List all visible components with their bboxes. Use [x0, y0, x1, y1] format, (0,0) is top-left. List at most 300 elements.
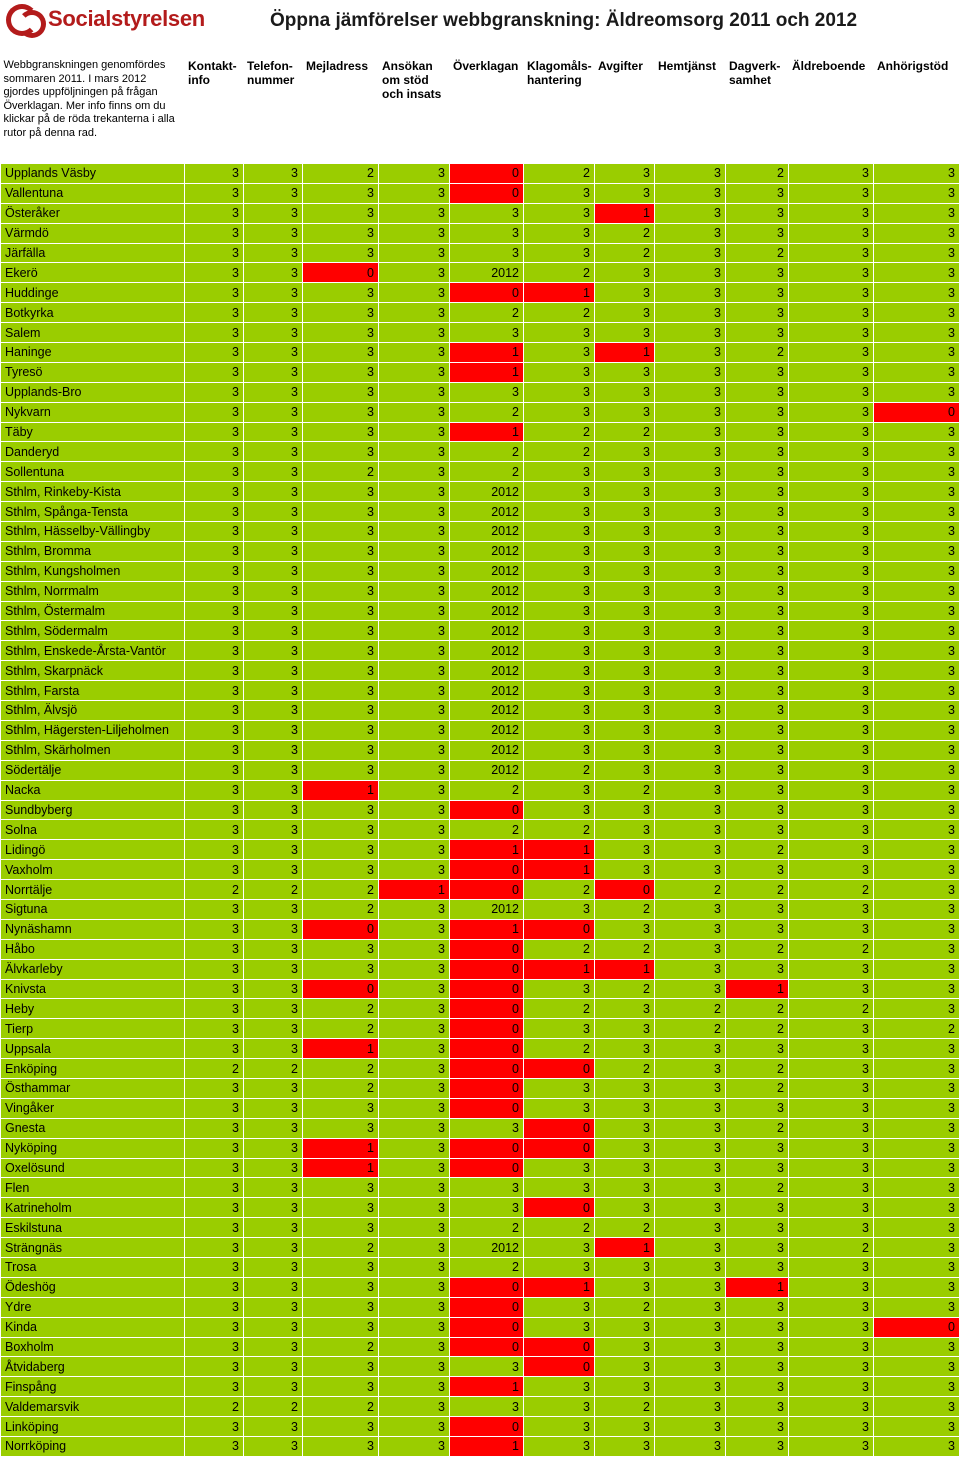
municipality-name[interactable]: Gnesta	[1, 1118, 185, 1138]
score-cell[interactable]: 3	[244, 919, 303, 939]
score-cell[interactable]: 3	[185, 919, 244, 939]
score-cell[interactable]: 3	[655, 1297, 726, 1317]
score-cell[interactable]: 3	[244, 1377, 303, 1397]
score-cell[interactable]: 2	[524, 442, 595, 462]
score-cell[interactable]: 3	[595, 840, 655, 860]
score-cell[interactable]: 3	[303, 502, 379, 522]
score-cell[interactable]: 3	[379, 899, 450, 919]
score-cell[interactable]: 3	[655, 1437, 726, 1457]
score-cell[interactable]: 3	[524, 561, 595, 581]
score-cell[interactable]: 3	[244, 1098, 303, 1118]
score-cell[interactable]: 3	[874, 740, 960, 760]
score-cell[interactable]: 3	[726, 800, 789, 820]
score-cell[interactable]: 2	[303, 1059, 379, 1079]
score-cell[interactable]: 3	[789, 1198, 874, 1218]
score-cell[interactable]: 3	[185, 402, 244, 422]
score-cell[interactable]: 0	[450, 183, 524, 203]
score-cell[interactable]: 3	[244, 1277, 303, 1297]
score-cell[interactable]: 2	[595, 243, 655, 263]
score-cell[interactable]: 3	[874, 1059, 960, 1079]
score-cell[interactable]: 2	[524, 880, 595, 900]
municipality-name[interactable]: Upplands Väsby	[1, 164, 185, 184]
score-cell[interactable]: 2	[789, 939, 874, 959]
score-cell[interactable]: 3	[789, 840, 874, 860]
score-cell[interactable]: 3	[655, 1257, 726, 1277]
score-cell[interactable]: 3	[303, 860, 379, 880]
score-cell[interactable]: 3	[379, 919, 450, 939]
municipality-name[interactable]: Tierp	[1, 1019, 185, 1039]
score-cell[interactable]: 3	[303, 1437, 379, 1457]
score-cell[interactable]: 3	[874, 1277, 960, 1297]
score-cell[interactable]: 3	[379, 1138, 450, 1158]
score-cell[interactable]: 3	[655, 1138, 726, 1158]
score-cell[interactable]: 3	[185, 263, 244, 283]
score-cell[interactable]: 3	[244, 382, 303, 402]
score-cell[interactable]: 3	[726, 1317, 789, 1337]
score-cell[interactable]: 3	[185, 840, 244, 860]
score-cell[interactable]: 3	[524, 800, 595, 820]
score-cell[interactable]: 3	[655, 561, 726, 581]
score-cell[interactable]: 3	[595, 1317, 655, 1337]
score-cell[interactable]: 3	[524, 183, 595, 203]
score-cell[interactable]: 2	[244, 880, 303, 900]
score-cell[interactable]: 3	[595, 382, 655, 402]
score-cell[interactable]: 3	[185, 581, 244, 601]
score-cell[interactable]: 3	[379, 1158, 450, 1178]
score-cell[interactable]: 3	[655, 482, 726, 502]
score-cell[interactable]: 3	[789, 1098, 874, 1118]
score-cell[interactable]: 3	[874, 1357, 960, 1377]
score-cell[interactable]: 3	[303, 303, 379, 323]
score-cell[interactable]: 2	[303, 1397, 379, 1417]
score-cell[interactable]: 3	[655, 402, 726, 422]
score-cell[interactable]: 2	[726, 880, 789, 900]
score-cell[interactable]: 3	[595, 1198, 655, 1218]
score-cell[interactable]: 3	[303, 1317, 379, 1337]
score-cell[interactable]: 2	[789, 1238, 874, 1258]
score-cell[interactable]: 3	[595, 1277, 655, 1297]
score-cell[interactable]: 3	[874, 1437, 960, 1457]
score-cell[interactable]: 0	[303, 919, 379, 939]
score-cell[interactable]: 0	[450, 1158, 524, 1178]
score-cell[interactable]: 3	[874, 840, 960, 860]
municipality-name[interactable]: Haninge	[1, 343, 185, 363]
score-cell[interactable]: 3	[185, 1417, 244, 1437]
score-cell[interactable]: 3	[874, 462, 960, 482]
score-cell[interactable]: 3	[655, 581, 726, 601]
score-cell[interactable]: 3	[185, 740, 244, 760]
score-cell[interactable]: 2	[303, 899, 379, 919]
score-cell[interactable]: 3	[726, 740, 789, 760]
score-cell[interactable]: 3	[789, 482, 874, 502]
score-cell[interactable]: 2	[874, 1019, 960, 1039]
municipality-name[interactable]: Danderyd	[1, 442, 185, 462]
score-cell[interactable]: 3	[874, 541, 960, 561]
score-cell[interactable]: 3	[874, 203, 960, 223]
score-cell[interactable]: 3	[450, 323, 524, 343]
score-cell[interactable]: 2012	[450, 522, 524, 542]
score-cell[interactable]: 0	[874, 1317, 960, 1337]
score-cell[interactable]: 1	[303, 1138, 379, 1158]
score-cell[interactable]: 3	[874, 820, 960, 840]
score-cell[interactable]: 3	[185, 1218, 244, 1238]
score-cell[interactable]: 3	[185, 283, 244, 303]
score-cell[interactable]: 3	[379, 522, 450, 542]
score-cell[interactable]: 3	[379, 203, 450, 223]
score-cell[interactable]: 3	[595, 1158, 655, 1178]
score-cell[interactable]: 3	[303, 1178, 379, 1198]
score-cell[interactable]: 3	[789, 760, 874, 780]
score-cell[interactable]: 3	[874, 223, 960, 243]
score-cell[interactable]: 1	[450, 1377, 524, 1397]
score-cell[interactable]: 3	[244, 641, 303, 661]
score-cell[interactable]: 3	[789, 422, 874, 442]
score-cell[interactable]: 3	[379, 601, 450, 621]
score-cell[interactable]: 3	[185, 1138, 244, 1158]
score-cell[interactable]: 3	[595, 263, 655, 283]
municipality-name[interactable]: Uppsala	[1, 1039, 185, 1059]
score-cell[interactable]: 3	[595, 502, 655, 522]
score-cell[interactable]: 3	[726, 263, 789, 283]
municipality-name[interactable]: Nyköping	[1, 1138, 185, 1158]
score-cell[interactable]: 3	[379, 1277, 450, 1297]
score-cell[interactable]: 3	[524, 541, 595, 561]
score-cell[interactable]: 3	[595, 1417, 655, 1437]
score-cell[interactable]: 3	[524, 462, 595, 482]
score-cell[interactable]: 3	[655, 1198, 726, 1218]
score-cell[interactable]: 3	[789, 919, 874, 939]
score-cell[interactable]: 3	[244, 621, 303, 641]
score-cell[interactable]: 3	[450, 203, 524, 223]
score-cell[interactable]: 3	[244, 402, 303, 422]
score-cell[interactable]: 3	[244, 541, 303, 561]
col-header[interactable]: Telefon-nummer	[244, 57, 303, 159]
score-cell[interactable]: 3	[524, 621, 595, 641]
score-cell[interactable]: 3	[726, 1218, 789, 1238]
score-cell[interactable]: 3	[185, 223, 244, 243]
score-cell[interactable]: 3	[595, 740, 655, 760]
score-cell[interactable]: 3	[244, 1417, 303, 1437]
score-cell[interactable]: 0	[450, 164, 524, 184]
score-cell[interactable]: 3	[244, 860, 303, 880]
score-cell[interactable]: 3	[379, 223, 450, 243]
score-cell[interactable]: 3	[655, 760, 726, 780]
score-cell[interactable]: 3	[655, 1218, 726, 1238]
score-cell[interactable]: 2	[595, 1297, 655, 1317]
score-cell[interactable]: 3	[185, 820, 244, 840]
municipality-name[interactable]: Älvkarleby	[1, 959, 185, 979]
score-cell[interactable]: 3	[874, 1039, 960, 1059]
score-cell[interactable]: 2	[595, 422, 655, 442]
score-cell[interactable]: 3	[303, 959, 379, 979]
score-cell[interactable]: 3	[303, 760, 379, 780]
score-cell[interactable]: 3	[303, 243, 379, 263]
score-cell[interactable]: 3	[379, 820, 450, 840]
municipality-name[interactable]: Strängnäs	[1, 1238, 185, 1258]
score-cell[interactable]: 3	[244, 1118, 303, 1138]
score-cell[interactable]: 3	[185, 323, 244, 343]
score-cell[interactable]: 3	[303, 740, 379, 760]
score-cell[interactable]: 3	[726, 1238, 789, 1258]
score-cell[interactable]: 3	[726, 681, 789, 701]
score-cell[interactable]: 2012	[450, 1238, 524, 1258]
score-cell[interactable]: 1	[524, 283, 595, 303]
score-cell[interactable]: 3	[244, 1078, 303, 1098]
municipality-name[interactable]: Järfälla	[1, 243, 185, 263]
score-cell[interactable]: 3	[655, 1039, 726, 1059]
score-cell[interactable]: 3	[379, 840, 450, 860]
score-cell[interactable]: 3	[185, 661, 244, 681]
score-cell[interactable]: 3	[185, 800, 244, 820]
score-cell[interactable]: 3	[303, 1257, 379, 1277]
score-cell[interactable]: 3	[655, 422, 726, 442]
score-cell[interactable]: 3	[655, 502, 726, 522]
score-cell[interactable]: 3	[303, 939, 379, 959]
score-cell[interactable]: 3	[595, 641, 655, 661]
score-cell[interactable]: 3	[379, 283, 450, 303]
score-cell[interactable]: 3	[655, 1277, 726, 1297]
score-cell[interactable]: 3	[874, 183, 960, 203]
score-cell[interactable]: 3	[789, 1019, 874, 1039]
score-cell[interactable]: 3	[379, 681, 450, 701]
score-cell[interactable]: 3	[244, 561, 303, 581]
municipality-name[interactable]: Sthlm, Östermalm	[1, 601, 185, 621]
score-cell[interactable]: 3	[789, 1118, 874, 1138]
score-cell[interactable]: 3	[726, 959, 789, 979]
score-cell[interactable]: 3	[244, 323, 303, 343]
score-cell[interactable]: 3	[303, 482, 379, 502]
score-cell[interactable]: 3	[379, 402, 450, 422]
score-cell[interactable]: 0	[524, 1138, 595, 1158]
col-header[interactable]: Anhörigstöd	[874, 57, 960, 159]
score-cell[interactable]: 3	[524, 1178, 595, 1198]
score-cell[interactable]: 2	[303, 880, 379, 900]
score-cell[interactable]: 3	[185, 1078, 244, 1098]
score-cell[interactable]: 2	[726, 343, 789, 363]
score-cell[interactable]: 3	[185, 243, 244, 263]
score-cell[interactable]: 3	[874, 1417, 960, 1437]
score-cell[interactable]: 1	[450, 840, 524, 860]
score-cell[interactable]: 3	[789, 601, 874, 621]
score-cell[interactable]: 3	[303, 522, 379, 542]
score-cell[interactable]: 3	[874, 720, 960, 740]
score-cell[interactable]: 2	[303, 1337, 379, 1357]
score-cell[interactable]: 3	[524, 482, 595, 502]
score-cell[interactable]: 0	[874, 402, 960, 422]
score-cell[interactable]: 3	[726, 581, 789, 601]
score-cell[interactable]: 3	[726, 522, 789, 542]
score-cell[interactable]: 3	[726, 601, 789, 621]
score-cell[interactable]: 3	[185, 183, 244, 203]
score-cell[interactable]: 3	[185, 1297, 244, 1317]
score-cell[interactable]: 3	[874, 1297, 960, 1317]
score-cell[interactable]: 3	[185, 343, 244, 363]
score-cell[interactable]: 3	[655, 343, 726, 363]
municipality-name[interactable]: Enköping	[1, 1059, 185, 1079]
score-cell[interactable]: 3	[379, 1059, 450, 1079]
score-cell[interactable]: 3	[244, 203, 303, 223]
score-cell[interactable]: 3	[595, 800, 655, 820]
score-cell[interactable]: 3	[185, 1118, 244, 1138]
score-cell[interactable]: 3	[874, 164, 960, 184]
score-cell[interactable]: 3	[726, 1417, 789, 1437]
score-cell[interactable]: 3	[595, 183, 655, 203]
score-cell[interactable]: 3	[524, 641, 595, 661]
score-cell[interactable]: 3	[655, 243, 726, 263]
score-cell[interactable]: 3	[450, 243, 524, 263]
score-cell[interactable]: 1	[524, 840, 595, 860]
municipality-name[interactable]: Östhammar	[1, 1078, 185, 1098]
score-cell[interactable]: 3	[595, 1377, 655, 1397]
score-cell[interactable]: 1	[595, 959, 655, 979]
score-cell[interactable]: 2	[726, 1118, 789, 1138]
score-cell[interactable]: 3	[789, 283, 874, 303]
score-cell[interactable]: 3	[244, 959, 303, 979]
score-cell[interactable]: 3	[524, 343, 595, 363]
score-cell[interactable]: 2012	[450, 899, 524, 919]
score-cell[interactable]: 3	[789, 1297, 874, 1317]
score-cell[interactable]: 3	[726, 502, 789, 522]
score-cell[interactable]: 3	[524, 661, 595, 681]
score-cell[interactable]: 3	[303, 1198, 379, 1218]
score-cell[interactable]: 2	[450, 442, 524, 462]
score-cell[interactable]: 3	[726, 1138, 789, 1158]
score-cell[interactable]: 3	[874, 442, 960, 462]
municipality-name[interactable]: Håbo	[1, 939, 185, 959]
score-cell[interactable]: 3	[524, 382, 595, 402]
score-cell[interactable]: 2	[726, 939, 789, 959]
score-cell[interactable]: 3	[789, 1039, 874, 1059]
score-cell[interactable]: 3	[303, 661, 379, 681]
score-cell[interactable]: 3	[185, 939, 244, 959]
score-cell[interactable]: 3	[789, 899, 874, 919]
score-cell[interactable]: 3	[595, 1118, 655, 1138]
score-cell[interactable]: 3	[874, 1118, 960, 1138]
score-cell[interactable]: 2	[303, 1078, 379, 1098]
score-cell[interactable]: 3	[244, 740, 303, 760]
score-cell[interactable]: 3	[789, 959, 874, 979]
score-cell[interactable]: 3	[595, 720, 655, 740]
score-cell[interactable]: 3	[789, 1397, 874, 1417]
score-cell[interactable]: 0	[303, 263, 379, 283]
score-cell[interactable]: 3	[595, 362, 655, 382]
score-cell[interactable]: 3	[789, 1078, 874, 1098]
score-cell[interactable]: 3	[874, 760, 960, 780]
score-cell[interactable]: 3	[244, 720, 303, 740]
score-cell[interactable]: 3	[874, 382, 960, 402]
score-cell[interactable]: 3	[726, 541, 789, 561]
score-cell[interactable]: 2	[244, 1059, 303, 1079]
score-cell[interactable]: 3	[524, 780, 595, 800]
col-header[interactable]: Avgifter	[595, 57, 655, 159]
score-cell[interactable]: 2	[595, 223, 655, 243]
score-cell[interactable]: 3	[524, 323, 595, 343]
score-cell[interactable]: 3	[379, 1377, 450, 1397]
score-cell[interactable]: 3	[726, 1437, 789, 1457]
score-cell[interactable]: 3	[379, 1257, 450, 1277]
score-cell[interactable]: 3	[789, 462, 874, 482]
score-cell[interactable]: 3	[185, 541, 244, 561]
col-header[interactable]: Kontakt-info	[185, 57, 244, 159]
score-cell[interactable]: 3	[303, 840, 379, 860]
score-cell[interactable]: 3	[524, 1437, 595, 1457]
score-cell[interactable]: 3	[185, 522, 244, 542]
score-cell[interactable]: 3	[726, 720, 789, 740]
score-cell[interactable]: 2012	[450, 661, 524, 681]
score-cell[interactable]: 3	[789, 382, 874, 402]
score-cell[interactable]: 3	[726, 303, 789, 323]
score-cell[interactable]: 1	[595, 1238, 655, 1258]
municipality-name[interactable]: Täby	[1, 422, 185, 442]
score-cell[interactable]: 3	[185, 203, 244, 223]
score-cell[interactable]: 3	[303, 720, 379, 740]
score-cell[interactable]: 3	[655, 1158, 726, 1178]
score-cell[interactable]: 3	[244, 1158, 303, 1178]
score-cell[interactable]: 3	[524, 740, 595, 760]
score-cell[interactable]: 3	[524, 979, 595, 999]
municipality-name[interactable]: Sigtuna	[1, 899, 185, 919]
score-cell[interactable]: 3	[874, 1098, 960, 1118]
score-cell[interactable]: 0	[524, 1357, 595, 1377]
score-cell[interactable]: 2	[655, 1019, 726, 1039]
score-cell[interactable]: 2	[655, 880, 726, 900]
score-cell[interactable]: 2012	[450, 541, 524, 561]
score-cell[interactable]: 2	[185, 1059, 244, 1079]
score-cell[interactable]: 3	[874, 661, 960, 681]
score-cell[interactable]: 3	[524, 243, 595, 263]
score-cell[interactable]: 3	[185, 621, 244, 641]
score-cell[interactable]: 3	[655, 959, 726, 979]
col-header[interactable]: Ansökan om stöd och insats	[379, 57, 450, 159]
score-cell[interactable]: 3	[303, 1277, 379, 1297]
score-cell[interactable]: 3	[726, 223, 789, 243]
score-cell[interactable]: 3	[655, 939, 726, 959]
score-cell[interactable]: 3	[789, 701, 874, 721]
score-cell[interactable]: 2	[726, 999, 789, 1019]
score-cell[interactable]: 3	[379, 1039, 450, 1059]
municipality-name[interactable]: Sthlm, Spånga-Tensta	[1, 502, 185, 522]
score-cell[interactable]: 3	[595, 1039, 655, 1059]
score-cell[interactable]: 3	[303, 681, 379, 701]
score-cell[interactable]: 3	[655, 203, 726, 223]
score-cell[interactable]: 1	[450, 1437, 524, 1457]
score-cell[interactable]: 3	[874, 641, 960, 661]
score-cell[interactable]: 3	[524, 581, 595, 601]
score-cell[interactable]: 3	[185, 561, 244, 581]
score-cell[interactable]: 3	[726, 820, 789, 840]
score-cell[interactable]: 3	[303, 621, 379, 641]
score-cell[interactable]: 3	[185, 1178, 244, 1198]
score-cell[interactable]: 3	[524, 1078, 595, 1098]
score-cell[interactable]: 3	[874, 939, 960, 959]
score-cell[interactable]: 3	[874, 1238, 960, 1258]
score-cell[interactable]: 3	[874, 303, 960, 323]
score-cell[interactable]: 3	[244, 1437, 303, 1457]
municipality-name[interactable]: Eskilstuna	[1, 1218, 185, 1238]
score-cell[interactable]: 2012	[450, 701, 524, 721]
col-header[interactable]: Klagomåls-hantering	[524, 57, 595, 159]
score-cell[interactable]: 3	[379, 1397, 450, 1417]
score-cell[interactable]: 3	[303, 541, 379, 561]
municipality-name[interactable]: Boxholm	[1, 1337, 185, 1357]
score-cell[interactable]: 2012	[450, 581, 524, 601]
score-cell[interactable]: 0	[450, 979, 524, 999]
score-cell[interactable]: 3	[524, 899, 595, 919]
score-cell[interactable]: 2	[303, 164, 379, 184]
score-cell[interactable]: 3	[726, 860, 789, 880]
score-cell[interactable]: 3	[874, 959, 960, 979]
score-cell[interactable]: 3	[379, 1238, 450, 1258]
